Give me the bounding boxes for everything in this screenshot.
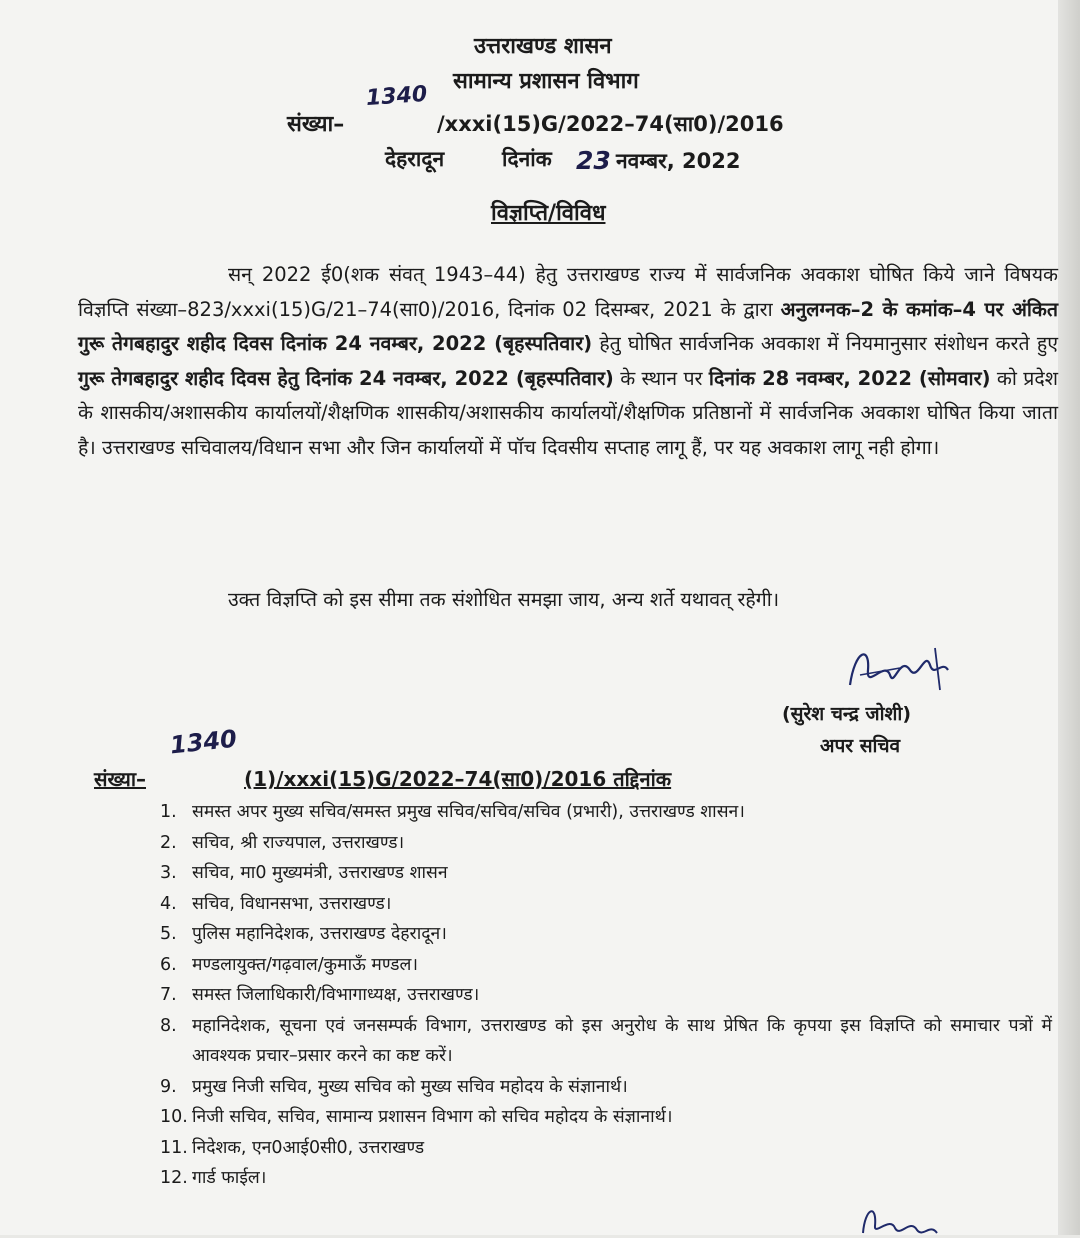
list-item-number: 9. (160, 1076, 177, 1097)
list-item (160, 1133, 1060, 1164)
list-item-text: सचिव, मा0 मुख्यमंत्री, उत्तराखण्ड शासन (192, 863, 448, 883)
signatory-name: (सुरेश चन्द्र जोशी) (782, 703, 912, 725)
list-item-number: 4. (160, 893, 177, 914)
para-bold-2: गुरू तेगबहादुर शहीद दिवस हेतु दिनांक 24 नवम्बर, 2022 (बृहस्पतिवार) (78, 366, 614, 390)
list-item-number: 2. (160, 832, 177, 853)
list-item-text: महानिदेशक, सूचना एवं जनसम्पर्क विभाग, उत्तराखण्ड को इस अनुरोध के साथ प्रेषित कि कृपया इस विज्ञप्ति को समाचार पत्रों में आवश्यक प्रचार–प्रसार करने का कष्ट करें। (192, 1015, 1052, 1066)
list-item (160, 1163, 1060, 1194)
list-item-text: समस्त अपर मुख्य सचिव/समस्त प्रमुख सचिव/सचिव/सचिव (प्रभारी), उत्तराखण्ड शासन। (192, 802, 745, 822)
list-item-number: 6. (160, 954, 177, 975)
number-label: संख्या– (287, 112, 345, 137)
signatory-designation: अपर सचिव (820, 735, 901, 757)
list-item-text: सचिव, श्री राज्यपाल, उत्तराखण्ड। (192, 832, 405, 853)
list-item-number: 10. (160, 1107, 188, 1127)
list-item-number: 8. (160, 1015, 177, 1036)
handwritten-date-day: 23 (576, 146, 611, 175)
number-suffix: /xxxi(15)G/2022–74(सा0)/2016 (437, 112, 784, 136)
para-text-1: सन् 2022 ई0(शक संवत् 1943–44) हेतु उत्तराखण्ड राज्य में सार्वजनिक अवकाश घोषित किये जाने विषयक विज्ञप्ति संख्या–823/xxxi(15)G/21–74(सा0)/2016, दिनांक 02 दिसम्बर, 2021 के द्वारा (78, 263, 1058, 321)
list-item (160, 797, 1060, 828)
distribution-ref: (1)/xxxi(15)G/2022–74(सा0)/2016 तद्दिनांक (244, 767, 672, 791)
list-item (160, 1072, 1060, 1103)
para-text-4: को प्रदेश के शासकीय/अशासकीय कार्यालयों/शैक्षणिक शासकीय/अशासकीय कार्यालयों/शैक्षणिक प्रतिष्ठानों में सार्वजनिक अवकाश घोषित किया जाता है। उत्तराखण्ड सचिवालय/विधान सभा और जिन कार्यालयों में पॉच दिवसीय सप्ताह लागू हैं, पर यह अवकाश लागू नही होगा। (78, 366, 1058, 459)
para-text-2: हेतु घोषित सार्वजनिक अवकाश में नियमानुसार संशोधन करते हुए (592, 332, 1058, 355)
para-bold-1: अनुलग्नक–2 के कमांक–4 पर अंकित गुरू तेगबहादुर शहीद दिवस दिनांक 24 नवम्बर, 2022 (बृहस्पतिवार) (78, 297, 1059, 355)
list-item-text: मण्डलायुक्त/गढ़वाल/कुमाऊँ मण्डल। (192, 954, 419, 975)
list-item (160, 1102, 1060, 1133)
list-item-text: समस्त जिलाधिकारी/विभागाध्यक्ष, उत्तराखण्ड। (192, 985, 480, 1005)
list-item-number: 3. (160, 863, 177, 883)
distribution-label: संख्या– (94, 767, 146, 791)
date-label: दिनांक (502, 147, 552, 171)
list-item-number: 12. (160, 1168, 188, 1188)
list-item-number: 7. (160, 985, 177, 1005)
list-item-text: सचिव, विधानसभा, उत्तराखण्ड। (192, 893, 392, 914)
closing-paragraph: उक्त विज्ञप्ति को इस सीमा तक संशोधित समझा जाय, अन्य शर्ते यथावत् रहेगी। (228, 588, 780, 611)
list-item (160, 1011, 1060, 1072)
list-item-number: 1. (160, 802, 177, 822)
handwritten-number: 1340 (365, 81, 429, 112)
list-item-text: निजी सचिव, सचिव, सामान्य प्रशासन विभाग को सचिव महोदय के संज्ञानार्थ। (192, 1107, 673, 1127)
list-item-text: निदेशक, एन0आई0सी0, उत्तराखण्ड (192, 1137, 425, 1158)
govt-title: उत्तराखण्ड शासन (474, 34, 612, 59)
bottom-signature-fragment (855, 1198, 945, 1238)
para-bold-3: दिनांक 28 नवम्बर, 2022 (सोमवार) (708, 366, 991, 390)
signature-scribble (830, 640, 960, 700)
main-paragraph (78, 258, 1058, 465)
handwritten-dist-number: 1340 (168, 724, 239, 760)
place-name: देहरादून (385, 147, 445, 171)
distribution-reference (94, 765, 671, 792)
list-item (160, 828, 1060, 859)
para-text-3: के स्थान पर (613, 366, 709, 390)
list-item (160, 858, 1060, 889)
distribution-list (160, 797, 1060, 1194)
list-item-text: पुलिस महानिदेशक, उत्तराखण्ड देहरादून। (192, 924, 447, 944)
date-month-year: नवम्बर, 2022 (616, 149, 741, 173)
document-type-heading: विज्ञप्ति/विविध (491, 201, 606, 226)
list-item (160, 889, 1060, 920)
list-item (160, 980, 1060, 1011)
page-edge-shadow (1058, 0, 1080, 1235)
list-item (160, 919, 1060, 950)
list-item (160, 950, 1060, 981)
list-item-text: गार्ड फाईल। (192, 1168, 267, 1188)
list-item-text: प्रमुख निजी सचिव, मुख्य सचिव को मुख्य सचिव महोदय के संज्ञानार्थ। (192, 1076, 628, 1097)
dept-title: सामान्य प्रशासन विभाग (453, 69, 639, 94)
list-item-number: 5. (160, 924, 177, 944)
list-item-number: 11. (160, 1137, 188, 1158)
